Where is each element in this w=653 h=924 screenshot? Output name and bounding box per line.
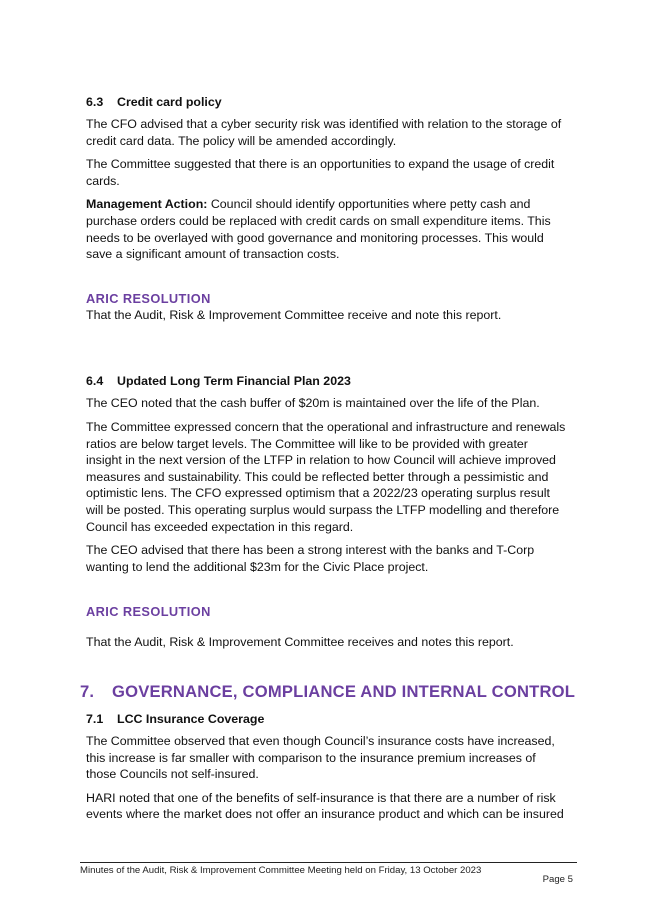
section-number: 6.4 — [86, 374, 104, 389]
page-body — [86, 94, 566, 714]
paragraph: The Committee observed that even though Council’s insurance costs have increased, this increase is far smaller with comparison to the insurance premium increases of those Councils not self-insured. — [86, 734, 555, 782]
section-7-1-block — [86, 711, 566, 830]
section-number: 7. — [80, 682, 95, 701]
section-heading-7 — [80, 682, 580, 702]
section-heading-6-3 — [86, 94, 566, 110]
paragraph: The Committee expressed concern that the operational and infrastructure and renewals ratios are below target levels. The Committee will like to be provided with greater insight in the next version of the LTFP in relation to how Council will achieve improved measures and sustainability. This could be reflected better through a pessimistic and optimistic lens. The CFO expressed optimism that a 2022/23 operating surplus result will be posted. This operating surplus would surpass the LTFP modelling and therefore Council has exceeded expectation in this regard. — [86, 419, 566, 534]
paragraph: The CEO advised that there has been a strong interest with the banks and T-Corp wanting to lend the additional $23m for the Civic Place project. — [86, 543, 535, 574]
paragraph: The CEO noted that the cash buffer of $20m is maintained over the life of the Plan. — [86, 396, 540, 411]
resolution-text: That the Audit, Risk & Improvement Committee receives and notes this report. — [86, 635, 514, 650]
resolution-text: That the Audit, Risk & Improvement Committee receive and note this report. — [86, 307, 502, 322]
management-action-label: Management Action: — [86, 197, 208, 212]
section-number: 7.1 — [86, 712, 104, 726]
paragraph: The CFO advised that a cyber security risk was identified with relation to the storage of credit card data. The policy will be amended accordingly. — [86, 117, 562, 148]
section-title: LCC Insurance Coverage — [117, 712, 265, 726]
section-7-block — [80, 682, 580, 702]
page-number: Page 5 — [542, 874, 573, 885]
section-number: 6.3 — [86, 95, 104, 109]
management-action-paragraph — [86, 196, 566, 262]
footer-text: Minutes of the Audit, Risk & Improvement Committee Meeting held on Friday, 13 October 2023 — [80, 865, 482, 876]
paragraph: HARI noted that one of the benefits of self-insurance is that there are a number of risk events where the market does not offer an insurance product and which can be insured — [86, 790, 564, 822]
section-heading-6-4 — [86, 373, 566, 389]
section-title: GOVERNANCE, COMPLIANCE AND INTERNAL CONTROL — [112, 682, 576, 701]
paragraph: The Committee suggested that there is an opportunities to expand the usage of credit cards. — [86, 157, 555, 188]
section-heading-7-1 — [86, 711, 566, 727]
section-title: Updated Long Term Financial Plan 2023 — [117, 374, 351, 389]
management-action-text: Council should identify opportunities where petty cash and purchase orders could be replaced with credit cards on small expenditure items. This needs to be overlayed with good governance and monitoring processes. This would save a significant amount of transaction costs. — [86, 197, 551, 262]
resolution-heading: ARIC RESOLUTION — [86, 290, 211, 306]
resolution-heading: ARIC RESOLUTION — [86, 604, 211, 620]
section-title: Credit card policy — [117, 95, 222, 109]
footer-divider — [80, 862, 577, 863]
